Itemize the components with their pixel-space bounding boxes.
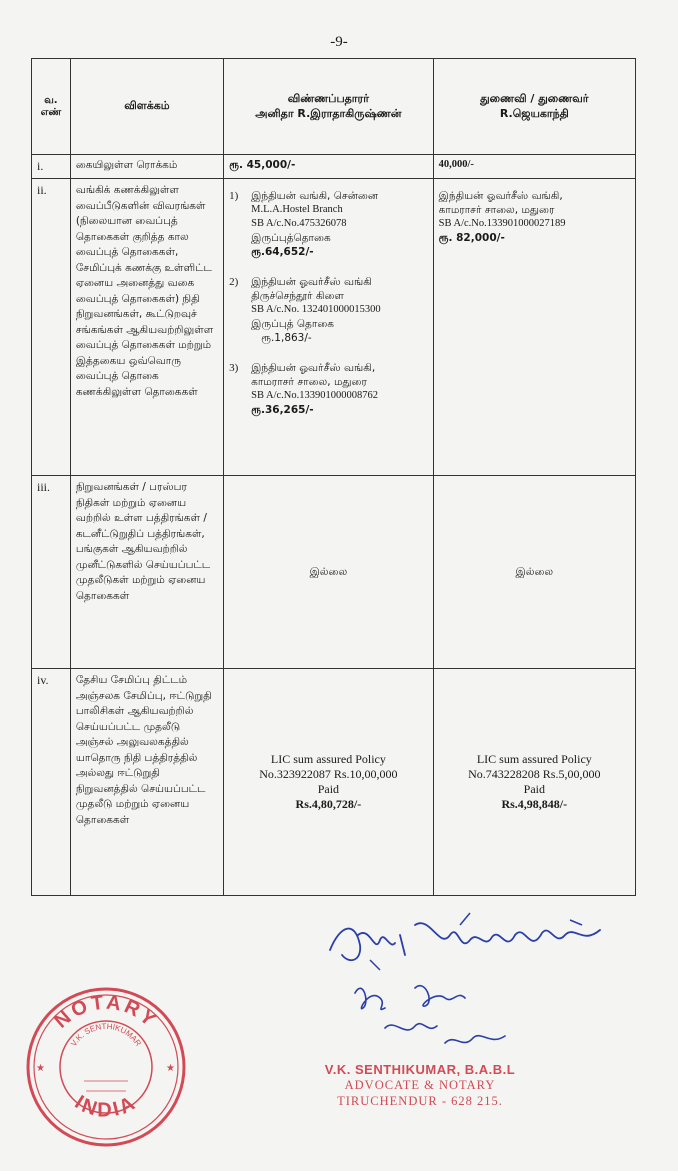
table-row <box>32 669 636 896</box>
row-description: கையிலுள்ள ரொக்கம் <box>70 155 223 179</box>
bank-branch: காமராசர் சாலை, மதுரை <box>251 376 367 388</box>
header-spouse-title: துணைவி / துணைவர் <box>480 91 589 105</box>
candidate-cash: ரூ. 45,000/- <box>224 155 434 179</box>
entry-number: 3) <box>229 362 239 374</box>
spouse-investments: இல்லை <box>433 476 635 669</box>
bank-branch: காமராசர் சாலை, மதுரை <box>438 204 555 216</box>
notary-address-stamp <box>300 1062 540 1109</box>
lic-line: LIC sum assured Policy <box>270 752 386 766</box>
lic-line: No.323922087 Rs.10,00,000 <box>259 767 398 781</box>
table-row <box>32 179 636 476</box>
row-sno: iii. <box>32 476 71 669</box>
bank-branch: M.L.A.Hostel Branch <box>251 204 343 215</box>
candidate-lic-policy <box>224 669 434 896</box>
spouse-lic-policy <box>433 669 635 896</box>
lic-line: Paid <box>523 782 545 796</box>
lic-line: No.743228208 Rs.5,00,000 <box>468 767 601 781</box>
header-spouse-name: R.ஜெயகாந்தி <box>499 106 569 120</box>
row-description: வங்கிக் கணக்கிலுள்ள வைப்பீடுகளின் விவரங்கள் (நிலையான வைப்புத் தொகைகள் குறித்த கால வைப்புத் தொகைகள், சேமிப்புக் கணக்கு உள்ளிட்ட ஏனைய அனைத்து வகை வைப்புத் தொகைகள்) நிதி நிறுவனங்கள், கூட்டுறவுச் சங்கங்கள் ஆகியவற்றிலுள்ள வைப்புத் தொகைகள் மற்றும் இத்தகைய ஒவ்வொரு வைப்புத் தொகை கணக்கிலுள்ள தொகைகள் <box>70 179 223 476</box>
page-number: -9- <box>330 34 348 50</box>
table-header-row <box>32 59 636 155</box>
table-row <box>32 155 636 179</box>
lic-line: LIC sum assured Policy <box>476 752 592 766</box>
notary-location: TIRUCHENDUR - 628 215. <box>337 1094 503 1108</box>
bank-name: இந்தியன் வங்கி, சென்னை <box>251 190 379 202</box>
bank-account-entry <box>229 189 428 259</box>
bank-name: இந்தியன் ஓவர்சீஸ் வங்கி, <box>438 190 563 202</box>
entry-number: 2) <box>229 276 239 288</box>
notary-title: ADVOCATE & NOTARY <box>344 1078 496 1092</box>
table-row <box>32 476 636 669</box>
account-number: SB A/c.No.133901000027189 <box>438 218 566 229</box>
bank-name: இந்தியன் ஓவர்சீஸ் வங்கி <box>251 276 372 288</box>
header-description: விளக்கம் <box>70 59 223 155</box>
svg-text:V.K. SENTHIKUMAR: V.K. SENTHIKUMAR <box>69 1021 143 1048</box>
header-sno: வ. எண் <box>32 59 71 155</box>
svg-text:INDIA: INDIA <box>70 1091 142 1122</box>
balance-label: இருப்புத் தொகை <box>251 318 335 330</box>
account-number: SB A/c.No. 132401000015300 <box>251 304 381 315</box>
bank-branch: திருச்செந்தூர் கிளை <box>251 290 344 302</box>
account-number: SB A/c.No.133901000008762 <box>251 390 379 401</box>
svg-text:NOTARY: NOTARY <box>50 991 162 1033</box>
header-candidate-title: விண்ணப்பதாரர் <box>287 91 369 105</box>
balance-amount: ரூ.64,652/- <box>251 246 314 258</box>
account-number: SB A/c.No.475326078 <box>251 218 347 229</box>
svg-text:★: ★ <box>166 1063 175 1074</box>
balance-amount: ரூ.1,863/- <box>261 332 312 344</box>
lic-amount: Rs.4,80,728/- <box>295 797 362 811</box>
header-candidate-name: அனிதா R.இராதாகிருஷ்ணன் <box>255 106 402 120</box>
row-description: தேசிய சேமிப்பு திட்டம் அஞ்சலக சேமிப்பு, ஈட்டுறுதி பாலிசிகள் ஆகியவற்றில் செய்யப்பட்ட முதலீடு அஞ்சல் அலுவலகத்தில் யாதொரு நிதி பத்திரத்தில் அல்லது ஈட்டுறுதி நிறுவனத்தில் செய்யப்பட்ட முதலீடு மற்றும் ஏனைய தொகைகள் <box>70 669 223 896</box>
row-description: நிறுவனங்கள் / பரஸ்பர நிதிகள் மற்றும் ஏனைய வற்றில் உள்ள பத்திரங்கள் / கடனீட்டுறுதிப் பத்திரங்கள், பங்குகள் ஆகியவற்றில் முனீட்டுகளில் செய்யப்பட்ட முதலீடுகள் மற்றும் ஏனைய தொகைகள் <box>70 476 223 669</box>
header-candidate <box>224 59 434 155</box>
candidate-bank-accounts <box>224 179 434 476</box>
row-sno: ii. <box>32 179 71 476</box>
notary-seal <box>24 985 188 1149</box>
balance-amount: ரூ.36,265/- <box>251 404 314 416</box>
balance-label: இருப்புத்தொகை <box>251 232 331 244</box>
spouse-cash: 40,000/- <box>433 155 635 179</box>
lic-amount: Rs.4,98,848/- <box>501 797 568 811</box>
assets-table <box>31 58 636 896</box>
bank-account-entry <box>229 361 428 417</box>
row-sno: i. <box>32 155 71 179</box>
svg-text:★: ★ <box>36 1063 45 1074</box>
notary-name: V.K. SENTHIKUMAR, B.A.B.L <box>324 1062 516 1077</box>
candidate-signature <box>320 905 620 975</box>
bank-account-entry <box>229 275 428 345</box>
balance-amount: ரூ. 82,000/- <box>438 232 505 244</box>
header-spouse <box>433 59 635 155</box>
bank-name: இந்தியன் ஓவர்சீஸ் வங்கி, <box>251 362 376 374</box>
entry-number: 1) <box>229 190 239 202</box>
notary-signature <box>345 968 545 1058</box>
row-sno: iv. <box>32 669 71 896</box>
lic-line: Paid <box>317 782 340 796</box>
spouse-bank-account <box>433 179 635 476</box>
candidate-investments: இல்லை <box>224 476 434 669</box>
